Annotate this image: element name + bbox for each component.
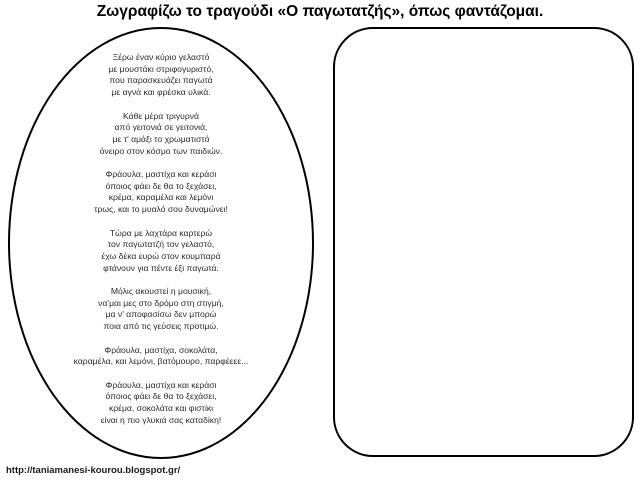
poem-line: με αγνά και φρέσκα υλικά. [111, 87, 211, 98]
poem-line: ποια από τις γεύσεις προτιμώ. [103, 321, 219, 332]
poem-stanza [8, 228, 314, 275]
poem-stanza [8, 345, 314, 368]
poem-line: Κάθε μέρα τριγυρνά [123, 110, 199, 121]
poem-line: όνειρο στον κόσμο των παιδιών. [99, 145, 223, 156]
poem-line: έχω δέκα ευρώ στον κουμπαρά [101, 250, 221, 261]
poem-line: Μόλις ακουστεί η μουσική, [110, 286, 212, 296]
poem-line: από γειτονιά σε γειτονιά, [114, 122, 208, 133]
page-title: Ζωγραφίζω το τραγούδι «Ο παγωτατζής», όπως φαντάζομαι. [96, 3, 544, 20]
poem-line: κρέμα, σοκολάτα και φιστίκι [108, 403, 214, 413]
blog-url-link[interactable]: http://taniamanesi-kourou.blogspot.gr/ [6, 465, 181, 476]
poem-line: είναι η πιο γλυκιά σας καταδίκη! [100, 414, 222, 425]
poem-line: να'μαι μες στο δρόμο στη στιγμή, [98, 297, 224, 308]
poem-stanza [8, 111, 314, 158]
poem-text [8, 52, 314, 426]
poem-line: Τώρα με λαχτάρα καρτερώ [109, 227, 213, 238]
poem-line: Φράουλα, μαστίχα και κεράσι [105, 169, 217, 179]
poem-stanza [8, 169, 314, 216]
poem-line: όποιος φάει δε θα το ξεχάσει, [105, 180, 217, 191]
drawing-area-box[interactable] [333, 27, 634, 457]
poem-line: τον παγωτατζή τον γελαστό, [107, 239, 215, 250]
poem-line: Φράουλα, μαστίχα και κεράσι [105, 379, 217, 390]
poem-line: τρως, και το μυαλό σου δυναμώνει! [94, 204, 228, 215]
poem-line: καραμέλα, και λεμόνι, βατόμουρο, παρφέεεε... [73, 356, 249, 367]
poem-line: με τ' αμάξι το χρωματιστό [112, 133, 210, 144]
poem-line: φτάνουν για πέντε έξι παγωτά. [103, 262, 219, 273]
poem-stanza [8, 380, 314, 427]
poem-line: μα ν' αποφασίσω δεν μπορώ [105, 309, 217, 320]
poem-line: με μουστάκι στριφογυριστό, [108, 63, 214, 74]
poem-line: που παρασκευάζει παγωτά [109, 75, 213, 86]
poem-line: Φράουλα, μαστίχα, σοκολάτα, [104, 344, 218, 355]
poem-stanza [8, 286, 314, 333]
poem-line: Ξέρω έναν κύριο γελαστό [112, 52, 210, 62]
poem-line: κρέμα, καραμέλα και λεμόνι [108, 192, 214, 203]
poem-line: όποιος φάει δε θα το ξεχάσει, [105, 391, 217, 402]
poem-stanza [8, 52, 314, 99]
